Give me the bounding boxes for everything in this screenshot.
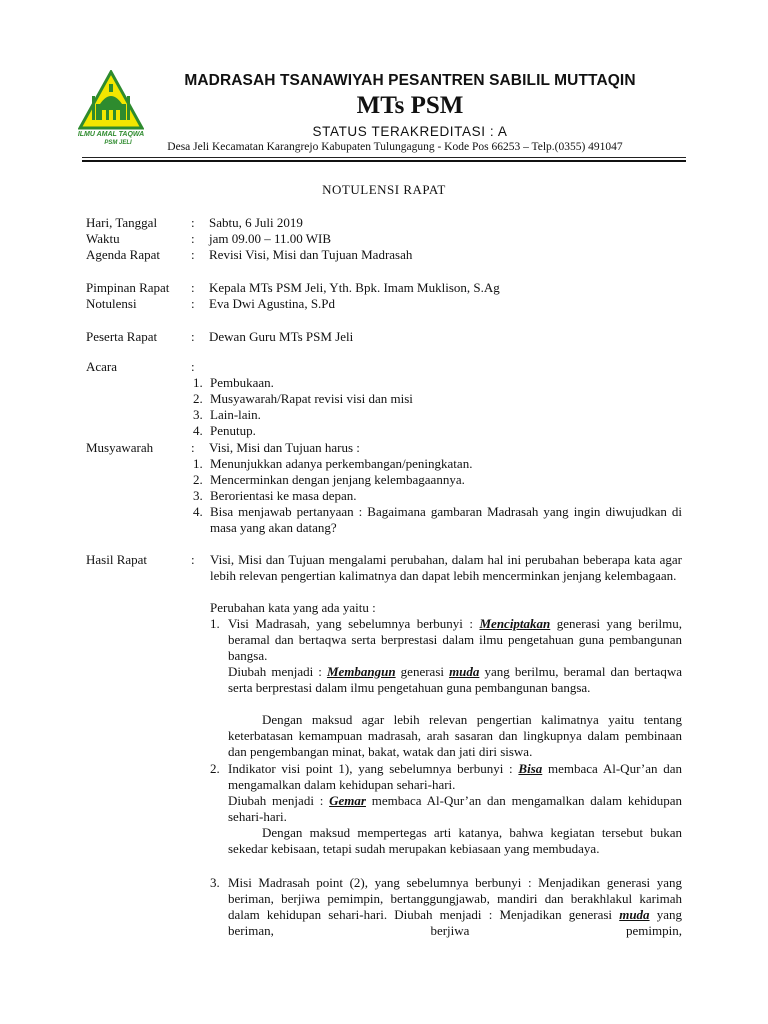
colon: :: [191, 231, 195, 246]
list-number: 3.: [193, 407, 203, 422]
colon: :: [191, 296, 195, 311]
meta-label: Hari, Tanggal: [86, 215, 158, 230]
list-number: 3.: [210, 875, 220, 890]
musyawarah-item: Menunjukkan adanya perkembangan/peningkatan.: [210, 456, 473, 471]
acara-label: Acara: [86, 359, 118, 374]
colon: :: [191, 329, 195, 344]
hasil-item-1-diubah: Diubah menjadi : Membangun generasi muda yang berilmu, beramal dan bertaqwa serta berprestasi dalam ilmu pengetahuan guna pembangunan bangsa.: [228, 664, 682, 695]
musyawarah-item: Berorientasi ke masa depan.: [210, 488, 357, 503]
hasil-item-2-maksud: Dengan maksud mempertegas arti katanya, bahwa kegiatan tersebut bukan sekedar kebisaan, tetapi sudah merupakan kebiasaan yang membudaya.: [228, 825, 682, 856]
colon: :: [191, 215, 195, 230]
meta-label: Pimpinan Rapat: [86, 280, 170, 295]
meta-value: Dewan Guru MTs PSM Jeli: [209, 329, 354, 344]
header-rule-thin: [82, 157, 686, 158]
meta-label: Notulensi: [86, 296, 137, 311]
perubahan-heading: Perubahan kata yang ada yaitu :: [210, 600, 376, 615]
list-number: 2.: [210, 761, 220, 776]
hasil-item-1-visi: Visi Madrasah, yang sebelumnya berbunyi : Menciptakan generasi yang berilmu, beramal dan bertaqwa serta berprestasi dalam ilmu pengetahuan guna pembangunan bangsa.: [228, 616, 682, 663]
list-number: 2.: [193, 391, 203, 406]
document-title: NOTULENSI RAPAT: [322, 182, 446, 197]
musyawarah-label: Musyawarah: [86, 440, 154, 455]
list-number: 2.: [193, 472, 203, 487]
school-short-name: MTs PSM: [356, 92, 464, 119]
school-address: Desa Jeli Kecamatan Karangrejo Kabupaten Tulungagung - Kode Pos 66253 – Telp.(0355) 491047: [167, 141, 623, 153]
changed-word: Bisa: [518, 761, 543, 776]
changed-word: Menciptakan: [479, 616, 551, 631]
musyawarah-item: Bisa menjawab pertanyaan : Bagaimana gambaran Madrasah yang ingin diwujudkan di masa yang akan datang?: [210, 504, 682, 535]
svg-text:PSM JELI: PSM JELI: [104, 140, 132, 146]
meta-label: Peserta Rapat: [86, 329, 158, 344]
changed-word: Membangun: [326, 664, 396, 679]
meta-value: Sabtu, 6 Juli 2019: [209, 215, 303, 230]
hasil-label: Hasil Rapat: [86, 552, 148, 567]
meta-label: Waktu: [86, 231, 120, 246]
meta-value: Kepala MTs PSM Jeli, Yth. Bpk. Imam Muklison, S.Ag: [209, 280, 500, 295]
meta-label: Agenda Rapat: [86, 247, 161, 262]
list-number: 4.: [193, 504, 203, 519]
header-rule-thick: [82, 160, 686, 162]
changed-word: Gemar: [329, 793, 366, 808]
colon: :: [191, 440, 195, 455]
meta-value: Eva Dwi Agustina, S.Pd: [209, 296, 336, 311]
hasil-intro: Visi, Misi dan Tujuan mengalami perubahan, dalam hal ini perubahan beberapa kata agar lebih relevan pengertian kalimatnya dan dapat lebih mencerminkan jenjang kelembagaan.: [210, 552, 682, 583]
musyawarah-intro: Visi, Misi dan Tujuan harus :: [209, 440, 360, 455]
acara-item: Pembukaan.: [210, 375, 274, 390]
colon: :: [191, 552, 195, 567]
musyawarah-item: Mencerminkan dengan jenjang kelembagaannya.: [210, 472, 465, 487]
list-number: 4.: [193, 423, 203, 438]
list-number: 3.: [193, 488, 203, 503]
list-number: 1.: [210, 616, 220, 631]
acara-item: Lain-lain.: [210, 407, 261, 422]
acara-item: Musyawarah/Rapat revisi visi dan misi: [210, 391, 413, 406]
meta-value: jam 09.00 – 11.00 WIB: [209, 231, 332, 246]
colon: :: [191, 280, 195, 295]
accreditation-status: STATUS TERAKREDITASI : A: [312, 124, 508, 139]
meta-value: Revisi Visi, Misi dan Tujuan Madrasah: [209, 247, 413, 262]
hasil-item-1-maksud: Dengan maksud agar lebih relevan pengertian kalimatnya yaitu tentang keterbatasan kemampuan madrasah, arah sasaran dan lingkupnya dalam pembinaan dan pengembangan minat, bakat, watak dan jati diri siswa.: [228, 712, 682, 759]
colon: :: [191, 359, 195, 374]
list-number: 1.: [193, 375, 203, 390]
hasil-item-2-indikator: Indikator visi point 1), yang sebelumnya berbunyi : Bisa membaca Al-Qur’an dan mengamalkan dalam kehidupan sehari-hari.: [228, 761, 682, 792]
acara-item: Penutup.: [210, 423, 256, 438]
list-number: 1.: [193, 456, 203, 471]
changed-word: muda: [619, 907, 650, 922]
hasil-item-2-diubah: Diubah menjadi : Gemar membaca Al-Qur’an dan mengamalkan dalam kehidupan sehari-hari.: [228, 793, 682, 824]
school-name: MADRASAH TSANAWIYAH PESANTREN SABILIL MUTTAQIN: [184, 72, 636, 89]
changed-word: muda: [449, 664, 480, 679]
svg-text:ILMU AMAL TAQWA: ILMU AMAL TAQWA: [78, 131, 144, 138]
colon: :: [191, 247, 195, 262]
school-logo: [78, 70, 144, 146]
hasil-item-3-misi: Misi Madrasah point (2), yang sebelumnya berbunyi : Menjadikan generasi yang beriman, berjiwa pemimpin, bertanggungjawab, mandiri dan berakhlakul karimah dalam kehidupan sehari-hari. Diubah menjadi : Menjadikan generasi muda yang beriman, berjiwa pemimpin,: [228, 875, 682, 938]
